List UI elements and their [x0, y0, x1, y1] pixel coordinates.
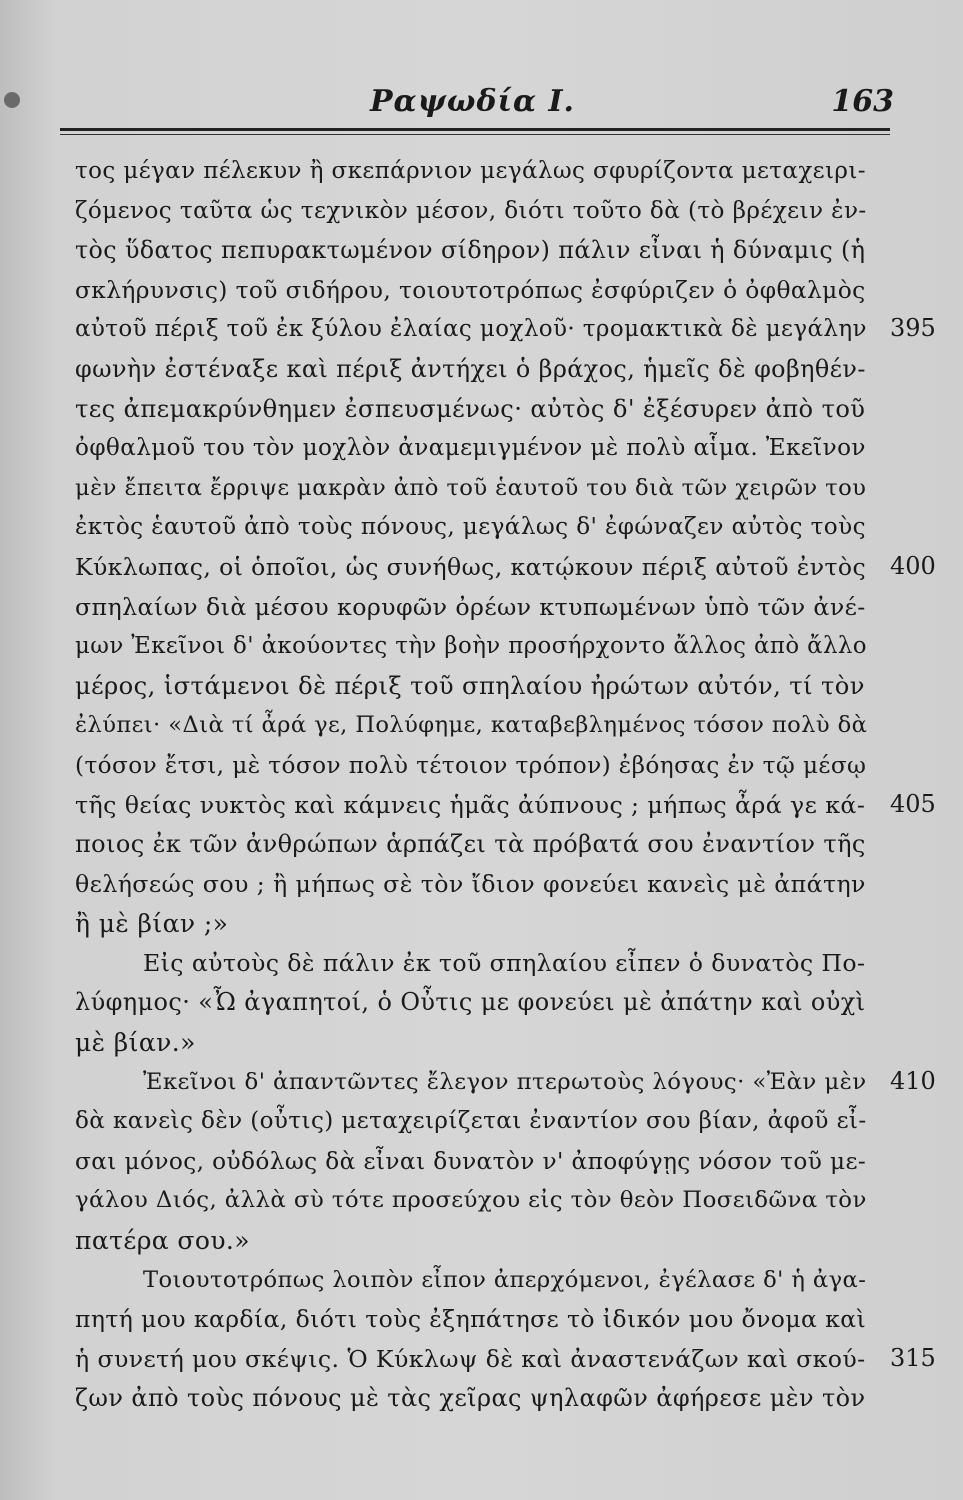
text-line: μέρος, ἱστάμενοι δὲ πέριξ τοῦ σπηλαίου ἠρώτων αὐτόν, τί τὸν	[75, 671, 865, 700]
text-line: μὲν ἔπειτα ἔρριψε μακρὰν ἀπὸ τοῦ ἑαυτοῦ του διὰ τῶν χειρῶν του	[75, 474, 867, 501]
text-line: ἐλύπει· «Διὰ τί ἆρά γε, Πολύφημε, καταβεβλημένος τόσον πολὺ δὰ	[75, 712, 868, 739]
text-line: ζόμενος ταῦτα ὡς τεχνικὸν μέσον, διότι τοῦτο δὰ (τὸ βρέχειν ἐν-	[75, 197, 867, 224]
line-number: 395	[890, 314, 936, 343]
text-line: αὐτοῦ πέριξ τοῦ ἐκ ξύλου ἐλαίας μοχλοῦ· τρομακτικὰ δὲ μεγάλην	[75, 316, 867, 343]
text-line: τῆς θείας νυκτὸς καὶ κάμνεις ἡμᾶς ἀύπνους ; μήπως ἆρά γε κά-	[75, 790, 866, 819]
text-line: Κύκλωπας, οἱ ὁποῖοι, ὡς συνήθως, κατῴκουν πέριξ αὐτοῦ ἐντὸς	[75, 552, 867, 581]
text-line: δὰ κανεὶς δὲν (οὖτις) μεταχειρίζεται ἐναντίον σου βίαν, ἀφοῦ εἶ-	[75, 1108, 867, 1135]
text-line: ἢ μὲ βίαν ;»	[75, 909, 229, 939]
text-line: τὸς ὕδατος πεπυρακτωμένον σίδηρον) πάλιν εἶναι ἡ δύναμις (ἡ	[75, 236, 866, 265]
line-number: 400	[890, 552, 936, 580]
text-line: μὲ βίαν.»	[75, 1028, 196, 1058]
text-line: σκλήρυνσις) τοῦ σιδήρου, τοιουτοτρόπως ἐσφύριζεν ὁ ὀφθαλμὸς	[75, 276, 866, 304]
text-line: ποιος ἐκ τῶν ἀνθρώπων ἁρπάζει τὰ πρόβατά σου ἐναντίον τῆς	[75, 830, 866, 859]
text-line: Ἐκεῖνοι δ' ἀπαντῶντες ἔλεγον πτερωτοὺς λόγους· «Ἐὰν μὲν	[143, 1068, 867, 1095]
text-line: πητή μου καρδία, διότι τοὺς ἐξηπάτησε τὸ ἰδικόν μου ὄνομα καὶ	[75, 1305, 867, 1334]
text-line: φωνὴν ἐστέναξε καὶ πέριξ ἀντήχει ὁ βράχος, ἡμεῖς δὲ φοβηθέν-	[75, 354, 866, 383]
text-line: Τοιουτοτρόπως λοιπὸν εἶπον ἀπερχόμενοι, ἐγέλασε δ' ἡ ἀγα-	[143, 1266, 867, 1293]
text-line: ἐκτὸς ἑαυτοῦ ἀπὸ τοὺς πόνους, μεγάλως δ' ἐφώναζεν αὐτὸς τοὺς	[75, 514, 866, 541]
line-number: 315	[890, 1344, 936, 1372]
text-line: μων Ἐκεῖνοι δ' ἀκούοντες τὴν βοὴν προσήρχοντο ἄλλος ἀπὸ ἄλλο	[75, 633, 867, 660]
text-line: θελήσεώς σου ; ἢ μήπως σὲ τὸν ἴδιον φονεύει κανεὶς μὲ ἀπάτην	[75, 869, 866, 898]
text-line: ὀφθαλμοῦ του τὸν μοχλὸν ἀναμεμιγμένον μὲ πολὺ αἷμα. Ἐκεῖνον	[75, 435, 866, 462]
text-line: λύφημος· «Ὦ ἀγαπητοί, ὁ Οὖτις με φονεύει μὲ ἀπάτην καὶ οὐχὶ	[75, 988, 866, 1017]
running-title: Ραψωδία Ι.	[370, 84, 575, 119]
page-header	[60, 78, 930, 138]
text-line: ἡ συνετή μου σκέψις. Ὁ Κύκλωψ δὲ καὶ ἀναστενάζων καὶ σκού-	[75, 1344, 866, 1373]
margin-hole-mark	[4, 92, 20, 108]
header-rule-thin	[60, 134, 890, 135]
text-line: σπηλαίων διὰ μέσου κορυφῶν ὀρέων κτυπωμένων ὑπὸ τῶν ἀνέ-	[75, 592, 866, 621]
line-number: 410	[890, 1066, 936, 1095]
text-line: Εἰς αὐτοὺς δὲ πάλιν ἐκ τοῦ σπηλαίου εἶπεν ὁ δυνατὸς Πο-	[143, 948, 866, 977]
line-number: 405	[890, 789, 936, 818]
text-line: τες ἀπεμακρύνθημεν ἐσπευσμένως· αὐτὸς δ' ἐξέσυρεν ἀπὸ τοῦ	[75, 394, 866, 423]
text-line: πατέρα σου.»	[75, 1226, 250, 1256]
text-line: τος μέγαν πέλεκυν ἢ σκεπάρνιον μεγάλως σφυρίζοντα μεταχειρι-	[75, 158, 866, 184]
text-line: γάλου Διός, ἀλλὰ σὺ τότε προσεύχου εἰς τὸν θεὸν Ποσειδῶνα τὸν	[75, 1187, 867, 1214]
text-line: ζων ἀπὸ τοὺς πόνους μὲ τὰς χεῖρας ψηλαφῶν ἀφήρεσε μὲν τὸν	[75, 1384, 866, 1413]
text-line: (τόσον ἔτσι, μὲ τόσον πολὺ τέτοιον τρόπον) ἐβόησας ἐν τῷ μέσῳ	[75, 751, 867, 779]
page-number: 163	[831, 84, 894, 119]
text-line: σαι μόνος, οὐδόλως δὰ εἶναι δυνατὸν ν' ἀποφύγῃς νόσον τοῦ με-	[75, 1147, 867, 1175]
body-text	[75, 152, 868, 1419]
header-rule	[60, 128, 890, 131]
